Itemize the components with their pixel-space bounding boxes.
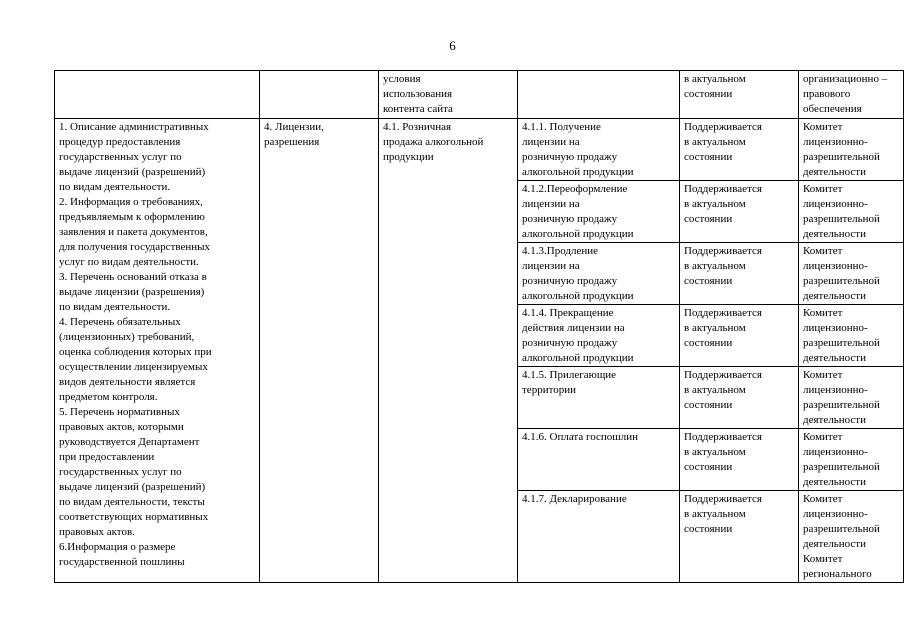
text-line: 4.1. Розничная — [383, 121, 452, 133]
table-body — [55, 71, 904, 583]
text-line: Поддерживается — [684, 121, 762, 133]
text-line: для получения государственных — [59, 241, 211, 253]
text-line: лицензионно- — [803, 136, 868, 148]
text-line: видов деятельности является — [59, 376, 196, 388]
cell-status — [680, 491, 799, 583]
cell-empty — [55, 71, 260, 119]
text-line: контента сайта — [383, 103, 453, 115]
text-line: Поддерживается — [684, 307, 762, 319]
cell-item — [518, 181, 680, 243]
text-line: в актуальном — [684, 198, 746, 210]
cell-responsible — [799, 305, 904, 367]
text-line: состоянии — [684, 461, 733, 473]
text-line: обеспечения — [803, 103, 862, 115]
text-line: руководствуется Департамент — [59, 436, 200, 448]
text-line: 4. Лицензии, — [264, 121, 324, 133]
text-line: деятельности — [803, 352, 866, 364]
text-line: предъявляемым к оформлению — [59, 211, 205, 223]
text-line: алкогольной продукции — [522, 290, 634, 302]
text-line: в актуальном — [684, 446, 746, 458]
table-row — [55, 119, 904, 181]
text-line: состоянии — [684, 213, 733, 225]
text-line: разрешительной — [803, 213, 880, 225]
text-line: деятельности — [803, 414, 866, 426]
cell-status — [680, 305, 799, 367]
text-line: Поддерживается — [684, 245, 762, 257]
text-line: государственных услуг по — [59, 466, 182, 478]
text-line: продукции — [383, 151, 434, 163]
page-number: 6 — [449, 38, 456, 53]
cell-empty — [518, 71, 680, 119]
text-line: 5. Перечень нормативных — [59, 406, 180, 418]
text-line: лицензионно- — [803, 508, 868, 520]
text-line: деятельности — [803, 228, 866, 240]
cell-status — [680, 429, 799, 491]
text-line: правовых актов. — [59, 526, 135, 538]
text-line: государственной пошлины — [59, 556, 185, 568]
text-line: по видам деятельности. — [59, 301, 171, 313]
cell-responsible — [799, 429, 904, 491]
text-line: выдаче лицензий (разрешений) — [59, 166, 206, 178]
text-line: розничную продажу — [522, 275, 618, 287]
cell-responsible — [799, 243, 904, 305]
text-line: по видам деятельности. — [59, 181, 171, 193]
text-line: выдаче лицензий (разрешений) — [59, 481, 206, 493]
cell-status — [680, 243, 799, 305]
text-line: Комитет — [803, 307, 843, 319]
text-line: Комитет — [803, 431, 843, 443]
text-line: Комитет — [803, 183, 843, 195]
text-line: лицензии на — [522, 260, 580, 272]
text-line: 6.Информация о размере — [59, 541, 176, 553]
text-line: Комитет — [803, 493, 843, 505]
cell-status — [680, 367, 799, 429]
text-line: в актуальном — [684, 260, 746, 272]
text-line: лицензионно- — [803, 384, 868, 396]
cell-section — [260, 119, 379, 583]
text-line: по видам деятельности, тексты — [59, 496, 205, 508]
text-line: лицензионно- — [803, 198, 868, 210]
text-line: 4.1.7. Декларирование — [522, 493, 627, 505]
table-row-continuation — [55, 71, 904, 119]
text-line: в актуальном — [684, 508, 746, 520]
text-line: Поддерживается — [684, 431, 762, 443]
text-line: лицензионно- — [803, 322, 868, 334]
text-line: разрешительной — [803, 275, 880, 287]
text-line: лицензии на — [522, 198, 580, 210]
text-line: 3. Перечень оснований отказа в — [59, 271, 207, 283]
text-line: 2. Информация о требованиях, — [59, 196, 203, 208]
text-line: в актуальном — [684, 322, 746, 334]
text-line: 1. Описание административных — [59, 121, 209, 133]
text-line: соответствующих нормативных — [59, 511, 209, 523]
text-line: алкогольной продукции — [522, 228, 634, 240]
cell-subsection — [379, 119, 518, 583]
text-line: состоянии — [684, 337, 733, 349]
text-line: действия лицензии на — [522, 322, 625, 334]
text-line: 4.1.5. Прилегающие — [522, 369, 617, 381]
text-line: правовых актов, которыми — [59, 421, 184, 433]
text-line: осуществлении лицензируемых — [59, 361, 208, 373]
services-table — [54, 70, 904, 583]
cell-description — [55, 119, 260, 583]
cell-item — [518, 119, 680, 181]
text-line: правового — [803, 88, 851, 100]
text-line: лицензионно- — [803, 260, 868, 272]
text-line: алкогольной продукции — [522, 352, 634, 364]
text-line: Поддерживается — [684, 183, 762, 195]
text-line: Комитет — [803, 369, 843, 381]
text-line: выдаче лицензии (разрешения) — [59, 286, 205, 298]
cell-status — [680, 119, 799, 181]
text-line: в актуальном — [684, 384, 746, 396]
text-line: 4. Перечень обязательных — [59, 316, 181, 328]
text-line: регионального — [803, 568, 872, 580]
text-line: государственных услуг по — [59, 151, 182, 163]
cell-item — [518, 367, 680, 429]
text-line: в актуальном — [684, 136, 746, 148]
cell-item — [518, 305, 680, 367]
text-line: лицензии на — [522, 136, 580, 148]
text-line: розничную продажу — [522, 337, 618, 349]
text-line: условия — [383, 73, 421, 85]
text-line: организационно – — [803, 73, 888, 85]
cell-content-conditions — [379, 71, 518, 119]
text-line: процедур предоставления — [59, 136, 181, 148]
text-line: деятельности — [803, 476, 866, 488]
cell-responsible — [799, 491, 904, 583]
text-line: разрешительной — [803, 461, 880, 473]
text-line: разрешительной — [803, 523, 880, 535]
cell-status — [680, 181, 799, 243]
text-line: розничную продажу — [522, 151, 618, 163]
text-line: розничную продажу — [522, 213, 618, 225]
text-line: состоянии — [684, 399, 733, 411]
text-line: деятельности — [803, 166, 866, 178]
text-line: 4.1.3.Продление — [522, 245, 599, 257]
cell-status — [680, 71, 799, 119]
text-line: при предоставлении — [59, 451, 155, 463]
text-line: в актуальном — [684, 73, 746, 85]
cell-responsible — [799, 181, 904, 243]
text-line: состоянии — [684, 88, 733, 100]
cell-responsible — [799, 367, 904, 429]
cell-item — [518, 429, 680, 491]
text-line: заявления и пакета документов, — [59, 226, 208, 238]
text-line: 4.1.1. Получение — [522, 121, 601, 133]
text-line: разрешения — [264, 136, 320, 148]
text-line: Комитет — [803, 121, 843, 133]
text-line: состоянии — [684, 151, 733, 163]
text-line: алкогольной продукции — [522, 166, 634, 178]
text-line: предметом контроля. — [59, 391, 158, 403]
text-line: продажа алкогольной — [383, 136, 484, 148]
text-line: разрешительной — [803, 399, 880, 411]
text-line: Поддерживается — [684, 369, 762, 381]
cell-responsible — [799, 71, 904, 119]
text-line: 4.1.4. Прекращение — [522, 307, 614, 319]
text-line: 4.1.2.Переоформление — [522, 183, 628, 195]
cell-responsible — [799, 119, 904, 181]
text-line: состоянии — [684, 275, 733, 287]
text-line: разрешительной — [803, 337, 880, 349]
text-line: территории — [522, 384, 577, 396]
text-line: состоянии — [684, 523, 733, 535]
cell-empty — [260, 71, 379, 119]
text-line: лицензионно- — [803, 446, 868, 458]
text-line: использования — [383, 88, 453, 100]
text-line: Комитет — [803, 245, 843, 257]
text-line: (лицензионных) требований, — [59, 331, 195, 343]
text-line: оценка соблюдения которых при — [59, 346, 212, 358]
text-line: 4.1.6. Оплата госпошлин — [522, 431, 639, 443]
cell-item — [518, 243, 680, 305]
text-line: деятельности — [803, 290, 866, 302]
cell-item — [518, 491, 680, 583]
text-line: разрешительной — [803, 151, 880, 163]
text-line: Комитет — [803, 553, 843, 565]
text-line: услуг по видам деятельности. — [59, 256, 199, 268]
text-line: деятельности — [803, 538, 866, 550]
text-line: Поддерживается — [684, 493, 762, 505]
